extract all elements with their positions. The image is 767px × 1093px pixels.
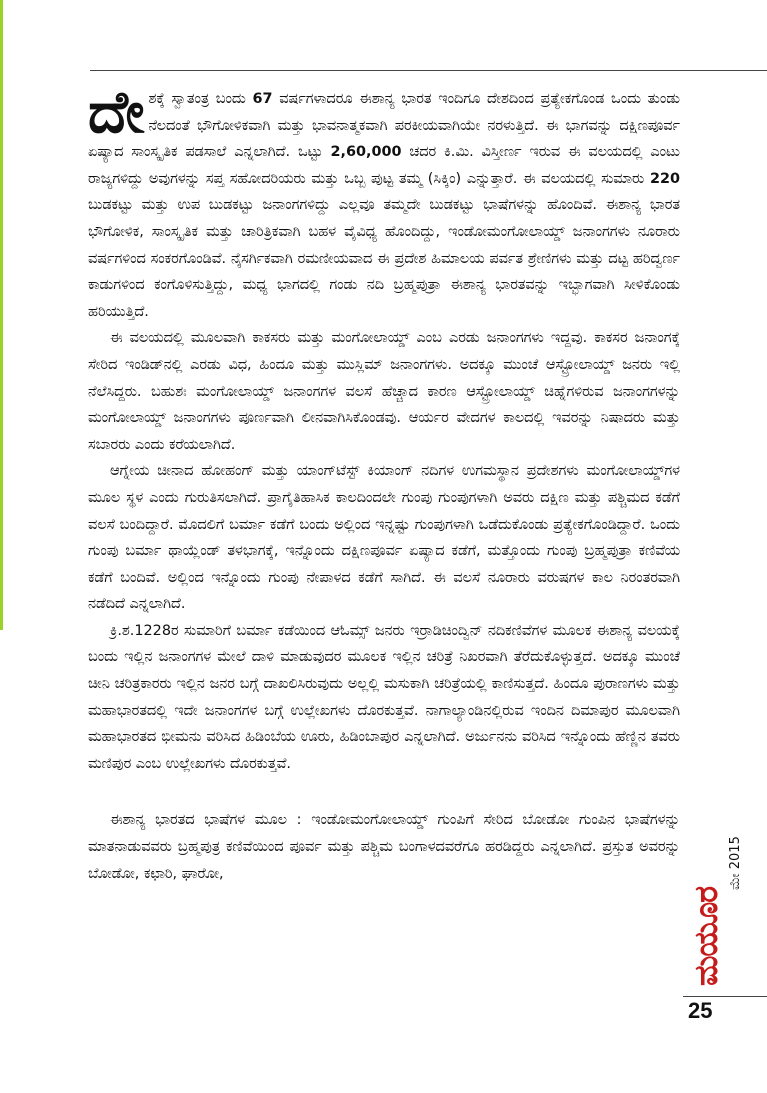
issue-date: ಮೇ 2015: [728, 836, 743, 890]
article-paragraph-3: ಆಗ್ನೇಯ ಚೀನಾದ ಹೋಹಂಗ್ ಮತ್ತು ಯಾಂಗ್‌ಟೆಸ್ಟ್ ಕಿಯಾಂಗ್ ನದಿಗಳ ಉಗಮಸ್ಥಾನ ಪ್ರದೇಶಗಳು ಮಂಗೋಲಾಯ್ಡ್‌ಗಳ ಮೂಲ ಸ್ಥಳ ಎಂದು ಗುರುತಿಸಲಾಗಿದೆ. ಪ್ರಾಗೈತಿಹಾಸಿಕ ಕಾಲದಿಂದಲೇ ಗುಂಪು ಗುಂಪುಗಳಾಗಿ ಅವರು ದಕ್ಷಿಣ ಮತ್ತು ಪಶ್ಚಿಮದ ಕಡೆಗೆ ವಲಸೆ ಬಂದಿದ್ದಾರೆ. ಮೊದಲಿಗೆ ಬರ್ಮಾ ಕಡೆಗೆ ಬಂದು ಅಲ್ಲಿಂದ ಇನ್ನಷ್ಟು ಗುಂಪುಗಳಾಗಿ ಒಡೆದುಕೊಂಡು ಪ್ರತ್ಯೇಕಗೊಂಡಿದ್ದಾರೆ. ಒಂದು ಗುಂಪು ಬರ್ಮಾ ಥಾಯ್ಲೆಂಡ್ ತಳಭಾಗಕ್ಕೆ, ಇನ್ನೊಂದು ದಕ್ಷಿಣಪೂರ್ವ ಏಷ್ಯಾದ ಕಡೆಗೆ, ಮತ್ತೊಂದು ಗುಂಪು ಬ್ರಹ್ಮಪುತ್ರಾ ಕಣಿವೆಯ ಕಡೆಗೆ ಬಂದಿವೆ. ಅಲ್ಲಿಂದ ಇನ್ನೊಂದು ಗುಂಪು ನೇಪಾಳದ ಕಡೆಗೆ ಸಾಗಿದೆ. ಈ ವಲಸೆ ನೂರಾರು ವರುಷಗಳ ಕಾಲ ನಿರಂತರವಾಗಿ ನಡೆದಿದೆ ಎನ್ನಲಾಗಿದೆ.: [88, 463, 680, 613]
top-divider: [90, 70, 767, 71]
article-body: [88, 78, 680, 887]
text-span: ಶಕ್ಕೆ ಸ್ವಾತಂತ್ರ ಬಂದು: [148, 91, 253, 107]
area-number: 2,60,000: [330, 144, 402, 161]
magazine-name: ಮಯೂರ: [687, 886, 725, 986]
article-paragraph-4: ಕ್ರಿ.ಶ.1228ರ ಸುಮಾರಿಗೆ ಬರ್ಮಾ ಕಡೆಯಿಂದ ಆಓಮ್ಸ್ ಜನರು ಇರ್ರಾಡಿಚಿಂದ್ವಿನ್ ನದಿಕಣಿವೆಗಳ ಮೂಲಕ ಈಶಾನ್ಯ ವಲಯಕ್ಕೆ ಬಂದು ಇಲ್ಲಿನ ಜನಾಂಗಗಳ ಮೇಲೆ ದಾಳಿ ಮಾಡುವುದರ ಮೂಲಕ ಇಲ್ಲಿನ ಚರಿತ್ರೆ ನಿಖರವಾಗಿ ತೆರೆದುಕೊಳ್ಳುತ್ತದೆ. ಅದಕ್ಕೂ ಮುಂಚೆ ಚೀನಿ ಚರಿತ್ರಕಾರರು ಇಲ್ಲಿನ ಜನರ ಬಗ್ಗೆ ದಾಖಲಿಸಿರುವುದು ಅಲ್ಲಲ್ಲಿ ಮಸುಕಾಗಿ ಚರಿತ್ರೆಯಲ್ಲಿ ಕಾಣಿಸುತ್ತದೆ. ಹಿಂದೂ ಪುರಾಣಗಳು ಮತ್ತು ಮಹಾಭಾರತದಲ್ಲಿ ಇದೇ ಜನಾಂಗಗಳ ಬಗ್ಗೆ ಉಲ್ಲೇಖಗಳು ದೊರಕುತ್ತವೆ. ನಾಗಾಲ್ಯಾಂಡಿನಲ್ಲಿರುವ ಇಂದಿನ ದಿಮಾಪುರ ಮೂಲವಾಗಿ ಮಹಾಭಾರತದ ಭೀಮನು ವರಿಸಿದ ಹಿಡಿಂಬೆಯ ಊರು, ಹಿಡಿಂಬಾಪುರ ಎನ್ನಲಾಗಿದೆ. ಅರ್ಜುನನು ವರಿಸಿದ ಇನ್ನೊಂದು ಹೆಣ್ಣಿನ ತವರು ಮಣಿಪುರ ಎಂಬ ಉಲ್ಲೇಖಗಳು ದೊರಕುತ್ತವೆ.: [88, 622, 680, 772]
footer-divider: [683, 996, 767, 997]
text-span: ಚದರ ಕಿ.ಮಿ. ವಿಸ್ತೀರ್ಣ ಇರುವ ಈ ವಲಯದಲ್ಲಿ ಎಂಟು ರಾಜ್ಯಗಳಿದ್ದು ಅವುಗಳನ್ನು ಸಪ್ತ ಸಹೋದರಿಯರು ಮತ್ತು ಒಬ್ಬ ಪುಟ್ಟ ತಮ್ಮ (ಸಿಕ್ಕಿಂ) ಎನ್ನುತ್ತಾರೆ. ಈ ವಲಯದಲ್ಲಿ ಸುಮಾರು: [88, 144, 680, 187]
article-paragraph-5: ಈಶಾನ್ಯ ಭಾರತದ ಭಾಷೆಗಳ ಮೂಲ : ಇಂಡೋಮಂಗೋಲಾಯ್ಡ್ ಗುಂಪಿಗೆ ಸೇರಿದ ಬೋಡೋ ಗುಂಪಿನ ಭಾಷೆಗಳನ್ನು ಮಾತನಾಡುವವರು ಬ್ರಹ್ಮಪುತ್ರ ಕಣಿವೆಯಿಂದ ಪೂರ್ವ ಮತ್ತು ಪಶ್ಚಿಮ ಬಂಗಾಳದವರೆಗೂ ಹರಡಿದ್ದರು ಎನ್ನಲಾಗಿದೆ. ಪ್ರಸ್ತುತ ಅವರನ್ನು ಬೋಡೋ, ಕಛಾರಿ, ಘಾರೋ,: [88, 812, 680, 882]
page-number: 25: [688, 998, 713, 1023]
years-number: 67: [252, 91, 273, 107]
tribes-number: 220: [649, 170, 680, 187]
article-paragraph-2: ಈ ವಲಯದಲ್ಲಿ ಮೂಲವಾಗಿ ಕಾಕಸರು ಮತ್ತು ಮಂಗೋಲಾಯ್ಡ್ ಎಂಬ ಎರಡು ಜನಾಂಗಗಳು ಇದ್ದವು. ಕಾಕಸರ ಜನಾಂಗಕ್ಕೆ ಸೇರಿದ ಇಂಡಿಡ್‌ನಲ್ಲಿ ಎರಡು ವಿಧ, ಹಿಂದೂ ಮತ್ತು ಮುಸ್ಲಿಮ್ ಜನಾಂಗಗಳು. ಅದಕ್ಕೂ ಮುಂಚೆ ಆಸ್ಟ್ರೋಲಾಯ್ಡ್ ಜನರು ಇಲ್ಲಿ ನೆಲೆಸಿದ್ದರು. ಬಹುಶಃ ಮಂಗೋಲಾಯ್ಡ್ ಜನಾಂಗಗಳ ವಲಸೆ ಹೆಚ್ಚಾದ ಕಾರಣ ಆಸ್ಟ್ರೋಲಾಯ್ಡ್ ಚಿಹ್ನೆಗಳಿರುವ ಜನಾಂಗಗಳನ್ನು ಮಂಗೋಲಾಯ್ಡ್ ಜನಾಂಗಗಳು ಪೂರ್ಣವಾಗಿ ಲೀನವಾಗಿಸಿಕೊಂಡವು. ಆರ್ಯರ ವೇದಗಳ ಕಾಲದಲ್ಲಿ ಇವರನ್ನು ನಿಷಾದರು ಮತ್ತು ಸಬಾರರು ಎಂದು ಕರೆಯಲಾಗಿದೆ.: [88, 330, 680, 453]
magazine-sidebar: [683, 760, 751, 990]
text-span: ಬುಡಕಟ್ಟು ಮತ್ತು ಉಪ ಬುಡಕಟ್ಟು ಜನಾಂಗಗಳಿದ್ದು ಎಲ್ಲವೂ ತಮ್ಮದೇ ಬುಡಕಟ್ಟು ಭಾಷೆಗಳನ್ನು ಹೊಂದಿವೆ. ಈಶಾನ್ಯ ಭಾರತ ಭೌಗೋಳಿಕ, ಸಾಂಸ್ಕೃತಿಕ ಮತ್ತು ಚಾರಿತ್ರಿಕವಾಗಿ ಬಹಳ ವೈವಿಧ್ಯ ಹೊಂದಿದ್ದು, ಇಂಡೋಮಂಗೋಲಾಯ್ಡ್ ಜನಾಂಗಗಳು ನೂರಾರು ವರ್ಷಗಳಿಂದ ಸಂಕರಗೊಂಡಿವೆ. ನೈಸರ್ಗಿಕವಾಗಿ ರಮಣೀಯವಾದ ಈ ಪ್ರದೇಶ ಹಿಮಾಲಯ ಪರ್ವತ ಶ್ರೇಣಿಗಳು ಮತ್ತು ದಟ್ಟ ಹರಿದ್ವರ್ಣ ಕಾಡುಗಳಿಂದ ಕಂಗೊಳಿಸುತ್ತಿದ್ದು, ಮಧ್ಯ ಭಾಗದಲ್ಲಿ ಗಂಡು ನದಿ ಬ್ರಹ್ಮಪುತ್ರಾ ಈಶಾನ್ಯ ಭಾರತವನ್ನು ಇಬ್ಭಾಗವಾಗಿ ಸೀಳಿಕೊಂಡು ಹರಿಯುತ್ತಿದೆ.: [88, 197, 680, 320]
text-span: ವರ್ಷಗಳಾದರೂ ಈಶಾನ್ಯ ಭಾರತ ಇಂದಿಗೂ ದೇಶದಿಂದ ಪ್ರತ್ಯೇಕಗೊಂಡ ಒಂದು ತುಂಡು ನೆಲದಂತೆ ಭೌಗೋಳಿಕವಾಗಿ ಮತ್ತು ಭಾವನಾತ್ಮಕವಾಗಿ ಪರಕೀಯವಾಗಿಯೇ ನರಳುತ್ತಿದೆ. ಈ ಭಾಗವನ್ನು ದಕ್ಷಿಣಪೂರ್ವ ಏಷ್ಯಾದ ಸಾಂಸ್ಕೃತಿಕ ಪಡಸಾಲೆ ಎನ್ನಲಾಗಿದೆ. ಒಟ್ಟು: [88, 91, 680, 161]
left-accent-rule: [0, 0, 3, 630]
article-paragraph-1: [88, 78, 680, 325]
dropcap: ದೇ: [88, 78, 145, 146]
